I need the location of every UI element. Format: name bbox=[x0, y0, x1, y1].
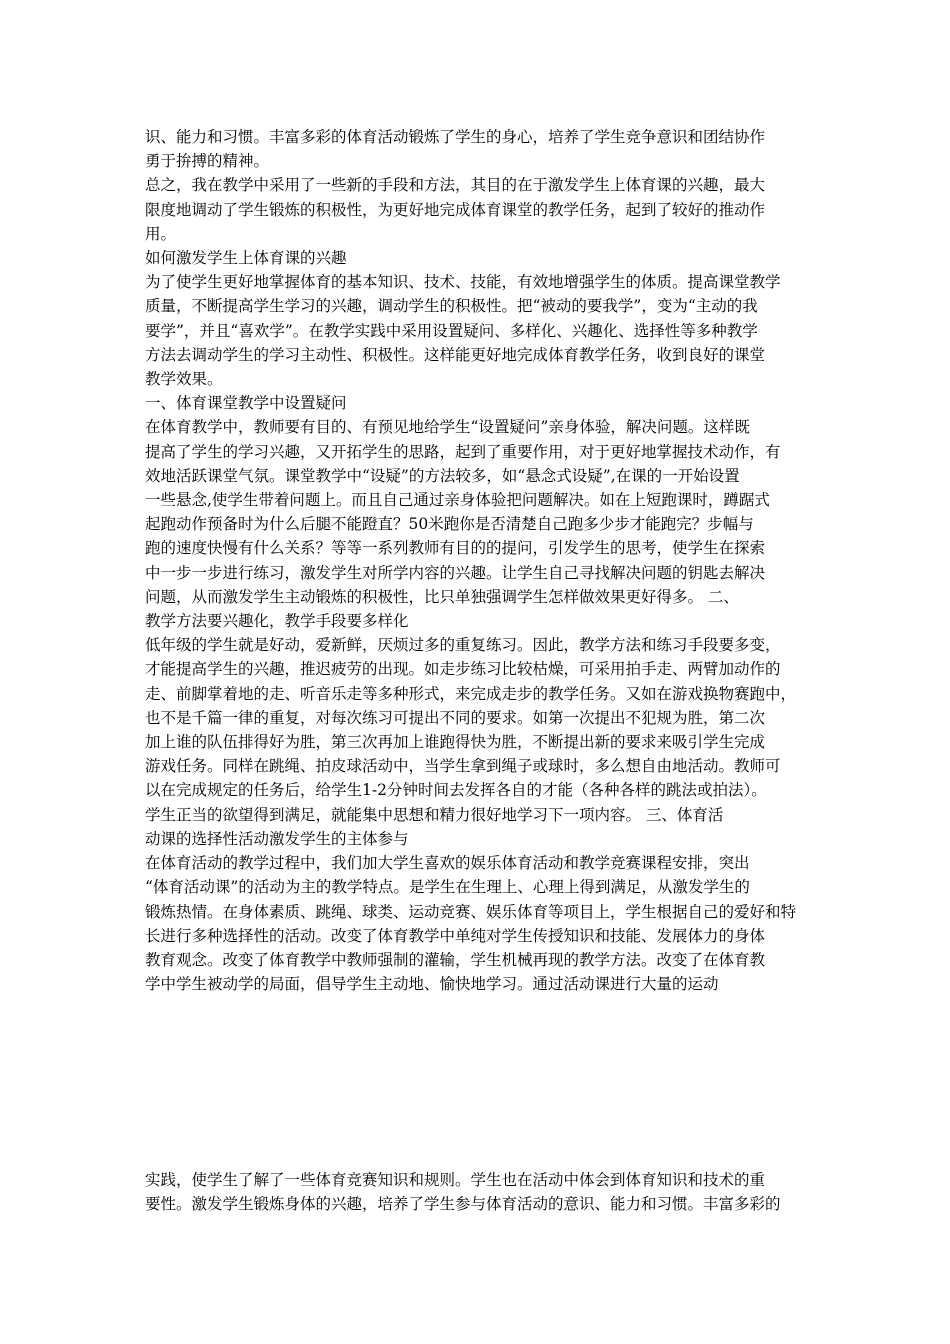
text-line: 用。 bbox=[145, 224, 177, 243]
text-line: 限度地调动了学生锻炼的积极性，为更好地完成体育课堂的教学任务，起到了较好的推动作 bbox=[145, 200, 766, 219]
text-line: 跑的速度快慢有什么关系？等等一系列教师有目的的提问，引发学生的思考，使学生在探索 bbox=[145, 539, 766, 558]
text-line: 一、体育课堂教学中设置疑问 bbox=[145, 394, 347, 413]
text-line: 教学方法要兴趣化，教学手段要多样化 bbox=[145, 612, 409, 631]
text-line: 游戏任务。同样在跳绳、拍皮球活动中，当学生拿到绳子或球时，多么想自由地活动。教师可 bbox=[145, 757, 781, 776]
text-line: 学生正当的欲望得到满足，就能集中思想和精力很好地学习下一项内容。 三、体育活 bbox=[145, 805, 724, 824]
text-line: 质量，不断提高学生学习的兴趣，调动学生的积极性。把“被动的要我学”，变为“主动的我 bbox=[145, 297, 758, 316]
text-line: 加上谁的队伍排得好为胜，第三次再加上谁跑得快为胜，不断提出新的要求来吸引学生完成 bbox=[145, 733, 766, 752]
text-line: 学中学生被动学的局面，倡导学生主动地、愉快地学习。通过活动课进行大量的运动 bbox=[145, 975, 719, 994]
body-text-bottom bbox=[145, 1168, 810, 1216]
text-line: 才能提高学生的兴趣，推迟疲劳的出现。如走步练习比较枯燥，可采用拍手走、两臂加动作的 bbox=[145, 660, 781, 679]
text-line: 要学”，并且“喜欢学”。在教学实践中采用设置疑问、多样化、兴趣化、选择性等多种教学 bbox=[145, 321, 758, 340]
body-text-top bbox=[145, 125, 810, 996]
text-line: 中一步一步进行练习，激发学生对所学内容的兴趣。让学生自己寻找解决问题的钥匙去解决 bbox=[145, 563, 766, 582]
text-line: 以在完成规定的任务后，给学生1-2分钟时间去发挥各自的才能（各种各样的跳法或拍法）。 bbox=[145, 781, 767, 800]
text-line: 锻炼热情。在身体素质、跳绳、球类、运动竞赛、娱乐体育等项目上，学生根据自己的爱好和特 bbox=[145, 902, 797, 921]
text-line: 总之，我在教学中采用了一些新的手段和方法，其目的在于激发学生上体育课的兴趣，最大 bbox=[145, 176, 766, 195]
text-line: 长进行多种选择性的活动。改变了体育教学中单纯对学生传授知识和技能、发展体力的身体 bbox=[145, 926, 766, 945]
text-line: 教育观念。改变了体育教学中教师强制的灌输，学生机械再现的教学方法。改变了在体育教 bbox=[145, 950, 766, 969]
text-line: 教学效果。 bbox=[145, 370, 223, 389]
text-line: 如何激发学生上体育课的兴趣 bbox=[145, 249, 347, 268]
text-line: 勇于拚搏的精神。 bbox=[145, 152, 270, 171]
text-line: 为了使学生更好地掌握体育的基本知识、技术、技能，有效地增强学生的体质。提高课堂教学 bbox=[145, 273, 781, 292]
text-line: 效地活跃课堂气氛。课堂教学中“设疑”的方法较多，如“悬念式设疑”,在课的一开始设置 bbox=[145, 466, 740, 485]
text-line: 在体育教学中，教师要有目的、有预见地给学生“设置疑问”亲身体验，解决问题。这样既 bbox=[145, 418, 750, 437]
text-line: 识、能力和习惯。丰富多彩的体育活动锻炼了学生的身心，培养了学生竞争意识和团结协作 bbox=[145, 128, 766, 146]
text-line: 问题，从而激发学生主动锻炼的积极性，比只单独强调学生怎样做效果更好得多。 二、 bbox=[145, 587, 739, 606]
text-line: “体育活动课”的活动为主的教学特点。是学生在生理上、心理上得到满足，从激发学生的 bbox=[145, 878, 750, 897]
text-line: 在体育活动的教学过程中，我们加大学生喜欢的娱乐体育活动和教学竞赛课程安排，突出 bbox=[145, 854, 750, 873]
text-line: 实践，使学生了解了一些体育竞赛知识和规则。学生也在活动中体会到体育知识和技术的重 bbox=[145, 1171, 766, 1189]
text-line: 提高了学生的学习兴趣，又开拓学生的思路，起到了重要作用，对于更好地掌握技术动作，有 bbox=[145, 442, 781, 461]
text-line: 起跑动作预备时为什么后腿不能蹬直？50米跑你是否清楚自己跑多少步才能跑完？步幅与 bbox=[145, 515, 754, 534]
text-line: 低年级的学生就是好动，爱新鲜，厌烦过多的重复练习。因此，教学方法和练习手段要多变， bbox=[145, 636, 781, 655]
text-line: 方法去调动学生的学习主动性、积极性。这样能更好地完成体育教学任务，收到良好的课堂 bbox=[145, 345, 766, 364]
text-line: 一些悬念,使学生带着问题上。而且自己通过亲身体验把问题解决。如在上短跑课时，蹲踞式 bbox=[145, 491, 770, 510]
text-line: 也不是千篇一律的重复，对每次练习可提出不同的要求。如第一次提出不犯规为胜，第二次 bbox=[145, 708, 766, 727]
text-line: 要性。激发学生锻炼身体的兴趣，培养了学生参与体育活动的意识、能力和习惯。丰富多彩的 bbox=[145, 1195, 781, 1214]
text-line: 走、前脚掌着地的走、听音乐走等多种形式，来完成走步的教学任务。又如在游戏换物赛跑中， bbox=[145, 684, 797, 703]
text-line: 动课的选择性活动激发学生的主体参与 bbox=[145, 829, 409, 848]
